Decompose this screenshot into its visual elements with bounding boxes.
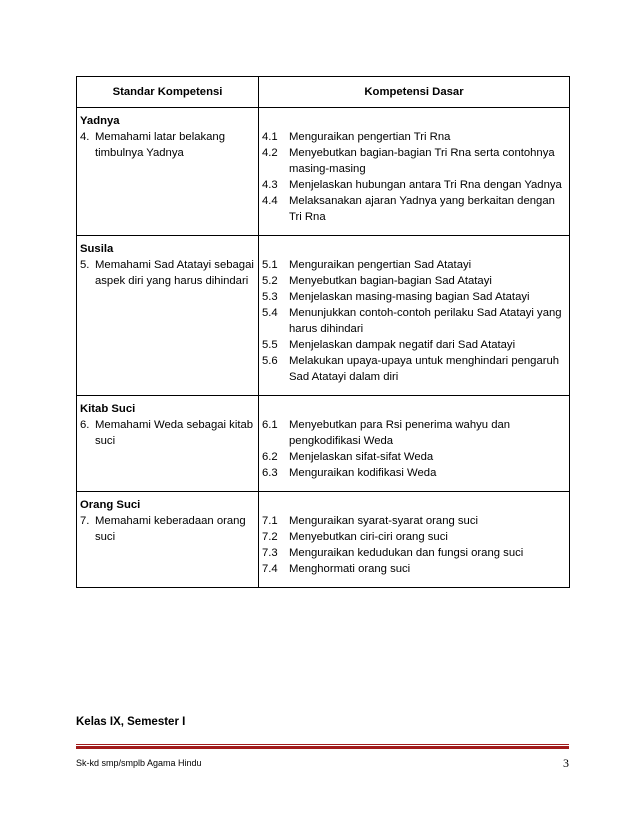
sk-number: 5.	[80, 259, 90, 271]
kd-number: 5.2	[262, 275, 278, 287]
kd-number: 7.2	[262, 531, 278, 543]
kd-item	[262, 529, 566, 545]
kd-text: Melaksanakan ajaran Yadnya yang berkaitan dengan Tri Rna	[289, 195, 555, 223]
kd-item	[262, 305, 566, 337]
kd-number: 7.1	[262, 515, 278, 527]
footer-rule-thick	[76, 746, 569, 749]
kd-item	[262, 257, 566, 273]
kd-number: 4.2	[262, 147, 278, 159]
kd-number: 5.4	[262, 307, 278, 319]
kd-item	[262, 417, 566, 449]
sk-number: 7.	[80, 515, 90, 527]
kd-text: Menyebutkan bagian-bagian Tri Rna serta contohnya masing-masing	[289, 147, 555, 175]
sk-item	[80, 129, 255, 161]
kd-number: 5.6	[262, 355, 278, 367]
sk-text-line: suci	[95, 531, 116, 543]
kd-text: Menjelaskan sifat-sifat Weda	[289, 451, 434, 463]
sk-text	[95, 513, 255, 545]
kd-spacer	[262, 113, 566, 129]
kd-item	[262, 193, 566, 225]
kd-text: Menyebutkan para Rsi penerima wahyu dan pengkodifikasi Weda	[289, 419, 511, 447]
table-header-row	[77, 77, 570, 108]
kd-item	[262, 545, 566, 561]
sk-text-line: Memahami latar belakang	[95, 131, 225, 143]
kd-text: Menguraikan pengertian Tri Rna	[289, 131, 451, 143]
sk-text-line: suci	[95, 435, 116, 447]
kompetensi-dasar-cell	[259, 396, 570, 492]
kd-item	[262, 273, 566, 289]
sk-text-line: Memahami Sad Atatayi sebagai	[95, 259, 254, 271]
sk-text	[95, 257, 255, 289]
table-row	[77, 396, 570, 492]
kd-item	[262, 449, 566, 465]
kd-text: Menguraikan kodifikasi Weda	[289, 467, 437, 479]
page-number: 3	[563, 756, 569, 770]
table-row	[77, 492, 570, 588]
standar-kompetensi-cell	[77, 396, 259, 492]
kd-item	[262, 337, 566, 353]
footer-rule-thin	[76, 744, 569, 745]
kd-item	[262, 353, 566, 385]
kd-text: Menjelaskan dampak negatif dari Sad Atatayi	[289, 339, 516, 351]
sk-item	[80, 257, 255, 289]
kd-text: Melakukan upaya-upaya untuk menghindari pengaruh Sad Atatayi dalam diri	[289, 355, 560, 383]
class-semester-label: Kelas IX, Semester I	[76, 716, 186, 728]
standar-kompetensi-cell	[77, 236, 259, 396]
kd-number: 6.3	[262, 467, 278, 479]
kd-number: 4.4	[262, 195, 278, 207]
kd-number: 5.5	[262, 339, 278, 351]
kd-item	[262, 561, 566, 577]
kd-text: Menguraikan kedudukan dan fungsi orang suci	[289, 547, 524, 559]
kd-item	[262, 465, 566, 481]
table-body	[77, 108, 570, 588]
sk-number: 4.	[80, 131, 90, 143]
sk-text-line: aspek diri yang harus dihindari	[95, 275, 249, 287]
table-row	[77, 236, 570, 396]
header-standar-kompetensi: Standar Kompetensi	[77, 77, 259, 108]
section-title: Kitab Suci	[80, 403, 136, 415]
sk-text-line: Memahami keberadaan orang	[95, 515, 246, 527]
kompetensi-dasar-cell	[259, 492, 570, 588]
competency-table	[76, 76, 570, 588]
kd-text: Menjelaskan masing-masing bagian Sad Atatayi	[289, 291, 530, 303]
kd-number: 4.3	[262, 179, 278, 191]
kd-spacer	[262, 497, 566, 513]
kd-number: 6.2	[262, 451, 278, 463]
kd-text: Menyebutkan ciri-ciri orang suci	[289, 531, 448, 543]
standar-kompetensi-cell	[77, 108, 259, 236]
section-title: Orang Suci	[80, 499, 141, 511]
section-title: Susila	[80, 243, 114, 255]
kd-text: Menyebutkan bagian-bagian Sad Atatayi	[289, 275, 492, 287]
sk-number: 6.	[80, 419, 90, 431]
kd-number: 4.1	[262, 131, 278, 143]
kd-text: Menunjukkan contoh-contoh perilaku Sad Atatayi yang harus dihindari	[289, 307, 562, 335]
kd-text: Menjelaskan hubungan antara Tri Rna dengan Yadnya	[289, 179, 562, 191]
kd-number: 6.1	[262, 419, 278, 431]
sk-item	[80, 513, 255, 545]
kd-item	[262, 145, 566, 177]
kd-item	[262, 513, 566, 529]
kd-number: 7.4	[262, 563, 278, 575]
kd-item	[262, 177, 566, 193]
sk-text	[95, 417, 255, 449]
sk-item	[80, 417, 255, 449]
kd-number: 7.3	[262, 547, 278, 559]
kd-text: Menguraikan syarat-syarat orang suci	[289, 515, 478, 527]
kd-text: Menguraikan pengertian Sad Atatayi	[289, 259, 472, 271]
kd-spacer	[262, 401, 566, 417]
kd-item	[262, 129, 566, 145]
kd-text: Menghormati orang suci	[289, 563, 411, 575]
kd-number: 5.1	[262, 259, 278, 271]
kompetensi-dasar-cell	[259, 236, 570, 396]
sk-text-line: Memahami Weda sebagai kitab	[95, 419, 254, 431]
kd-spacer	[262, 241, 566, 257]
document-label: Sk-kd smp/smplb Agama Hindu	[76, 758, 202, 768]
section-title: Yadnya	[80, 115, 120, 127]
sk-text-line: timbulnya Yadnya	[95, 147, 184, 159]
sk-text	[95, 129, 255, 161]
header-kompetensi-dasar: Kompetensi Dasar	[259, 77, 570, 108]
table-row	[77, 108, 570, 236]
kd-item	[262, 289, 566, 305]
kompetensi-dasar-cell	[259, 108, 570, 236]
kd-number: 5.3	[262, 291, 278, 303]
standar-kompetensi-cell	[77, 492, 259, 588]
